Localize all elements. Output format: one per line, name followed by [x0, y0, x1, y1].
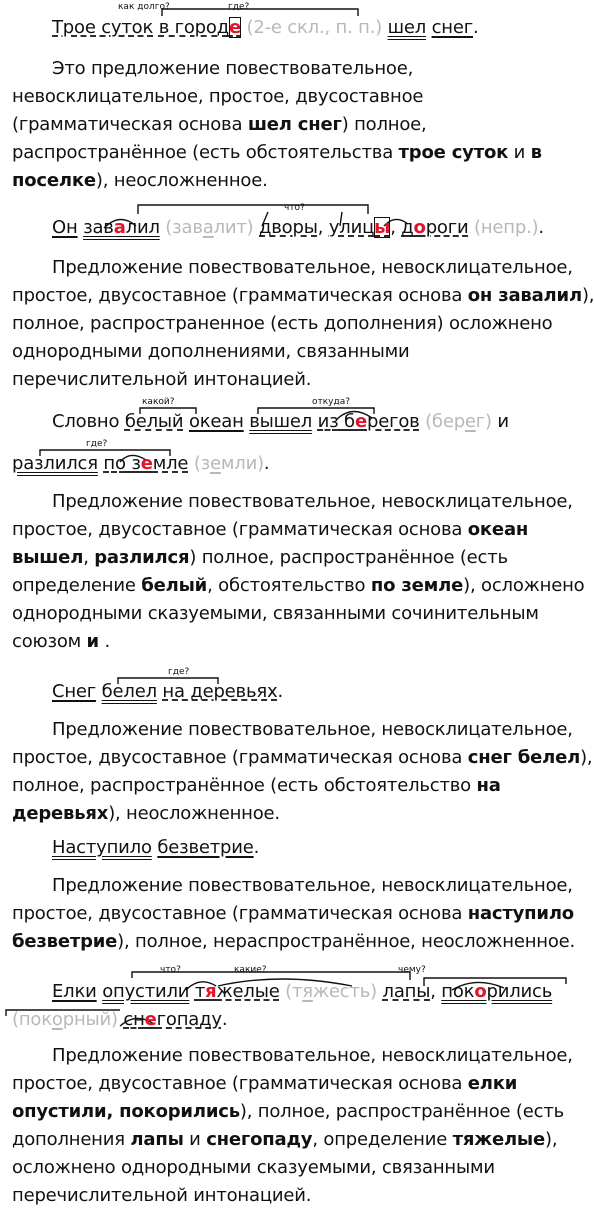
subject: безветрие	[157, 837, 254, 858]
text-line: однородными дополнениями, связанными	[12, 341, 410, 362]
question-bracket	[138, 205, 368, 214]
note: (2-е скл., п. п.)	[246, 17, 383, 38]
text-line: простое, двусоставное (грамматическая основа наступило	[12, 903, 574, 924]
attribute: тяжелые	[194, 981, 280, 1002]
explanation-5	[12, 872, 576, 956]
question-label: какие?	[234, 965, 267, 975]
question-label: как долго?	[118, 2, 170, 12]
object: дороги	[401, 217, 469, 238]
text-line: простое, двусоставное (грамматическая основа снег белел),	[12, 747, 593, 768]
text-line: дополнения лапы и снегопаду, определение тяжелые),	[12, 1129, 558, 1150]
explanation-3	[12, 488, 585, 656]
explanation-6	[12, 1042, 573, 1210]
predicate: завалил	[83, 217, 160, 238]
note: (земли)	[193, 453, 264, 474]
text-line: Предложение повествовательное, невосклицательное,	[52, 875, 573, 896]
adverbial: из берегов	[317, 411, 420, 432]
text-line: определение белый, обстоятельство по земле), осложнено	[12, 575, 585, 596]
text-line: распространённое (есть обстоятельства трое суток и в	[12, 142, 542, 163]
explanation-4	[12, 716, 593, 828]
text-line: простое, двусоставное (грамматическая основа он завалил),	[12, 285, 594, 306]
object: снегопаду	[123, 1009, 222, 1030]
note: (тяжесть)	[285, 981, 377, 1002]
note: (непр.)	[474, 217, 539, 238]
text-line: простое, двусоставное (грамматическая основа океан	[12, 519, 529, 540]
subject: океан	[188, 411, 244, 432]
question-label: откуда?	[312, 397, 351, 407]
sentence-3: Словно белый океан вышел из берегов (берег) и	[52, 411, 509, 432]
text-line: перечислительной интонацией.	[12, 369, 312, 390]
sentence-5: Наступило безветрие.	[52, 837, 260, 858]
text-line: опустили, покорились), полное, распространённое (есть	[12, 1101, 565, 1122]
subject: Он	[52, 217, 78, 238]
question-label: какой?	[142, 397, 175, 407]
text-line: союзом и .	[12, 631, 111, 652]
text-line: безветрие), полное, нераспространённое, неосложненное.	[12, 931, 576, 952]
sentence-3-cont: разлился по земле (земли).	[12, 453, 270, 474]
object: лапы	[382, 981, 431, 1002]
text-line: невосклицательное, простое, двусоставное	[12, 86, 424, 107]
subject: Снег	[52, 681, 97, 702]
predicate: вышел	[249, 411, 313, 432]
text-line: полное, распространенное (есть дополнения) осложнено	[12, 313, 553, 334]
text-line: полное, распространённое (есть обстоятельство на	[12, 775, 501, 796]
text-line: Предложение повествовательное, невосклицательное,	[52, 491, 573, 512]
text-line: (грамматическая основа шел снег) полное,	[12, 114, 427, 135]
adverbial: Трое суток	[52, 17, 154, 38]
text-line: Это предложение повествовательное,	[52, 58, 414, 79]
explanation-2	[12, 254, 594, 394]
text-line: Предложение повествовательное, невосклицательное,	[52, 1045, 573, 1066]
sentence-2: Он завалил (завалит) дворы, улицы, дороги (непр.).	[52, 217, 544, 238]
subject: снег	[431, 17, 473, 38]
question-label: чему?	[398, 965, 426, 975]
note: (покорный)	[12, 1009, 118, 1030]
predicate: покорились	[441, 981, 553, 1002]
text-line: Предложение повествовательное, невосклицательное,	[52, 719, 573, 740]
attribute: белый	[124, 411, 184, 432]
predicate: Наступило	[52, 837, 152, 858]
sentence-4: Снег белел на деревьях.	[52, 681, 283, 702]
question-label: где?	[86, 439, 108, 449]
sentence-6-cont: (покорный) снегопаду.	[12, 1009, 228, 1030]
predicate: разлился	[12, 453, 98, 474]
object: улицы	[328, 217, 391, 238]
text-line: деревьях), неосложненное.	[12, 803, 280, 824]
question-label: где?	[168, 667, 190, 677]
text-line: поселке), неосложненное.	[12, 170, 268, 191]
subject: Елки	[52, 981, 97, 1002]
text-line: простое, двусоставное (грамматическая основа елки	[12, 1073, 518, 1094]
sentence-1: Трое суток в городе (2-е скл., п. п.) шел снег.	[52, 17, 479, 38]
question-label: что?	[284, 203, 305, 213]
note: (завалит)	[165, 217, 254, 238]
text-line: вышел, разлился) полное, распространённое (есть	[12, 547, 508, 568]
predicate: шел	[387, 17, 427, 38]
adverbial: на деревьях	[162, 681, 278, 702]
predicate: опустили	[102, 981, 190, 1002]
object: дворы	[259, 217, 318, 238]
sentence-6: Елки опустили тяжелые (тяжесть) лапы, покорились	[52, 981, 553, 1002]
explanation-1	[12, 55, 562, 195]
predicate: белел	[101, 681, 157, 702]
adverbial: в городе	[158, 17, 241, 38]
text-line: перечислительной интонацией.	[12, 1185, 312, 1206]
question-label: что?	[160, 965, 181, 975]
question-label: где?	[228, 2, 250, 12]
text-line: Предложение повествовательное, невосклицательное,	[52, 257, 573, 278]
adverbial: по земле	[103, 453, 189, 474]
note: (берег)	[425, 411, 492, 432]
text-line: осложнено однородными сказуемыми, связанными	[12, 1157, 495, 1178]
text-line: однородными сказуемыми, связанными сочинительным	[12, 603, 539, 624]
